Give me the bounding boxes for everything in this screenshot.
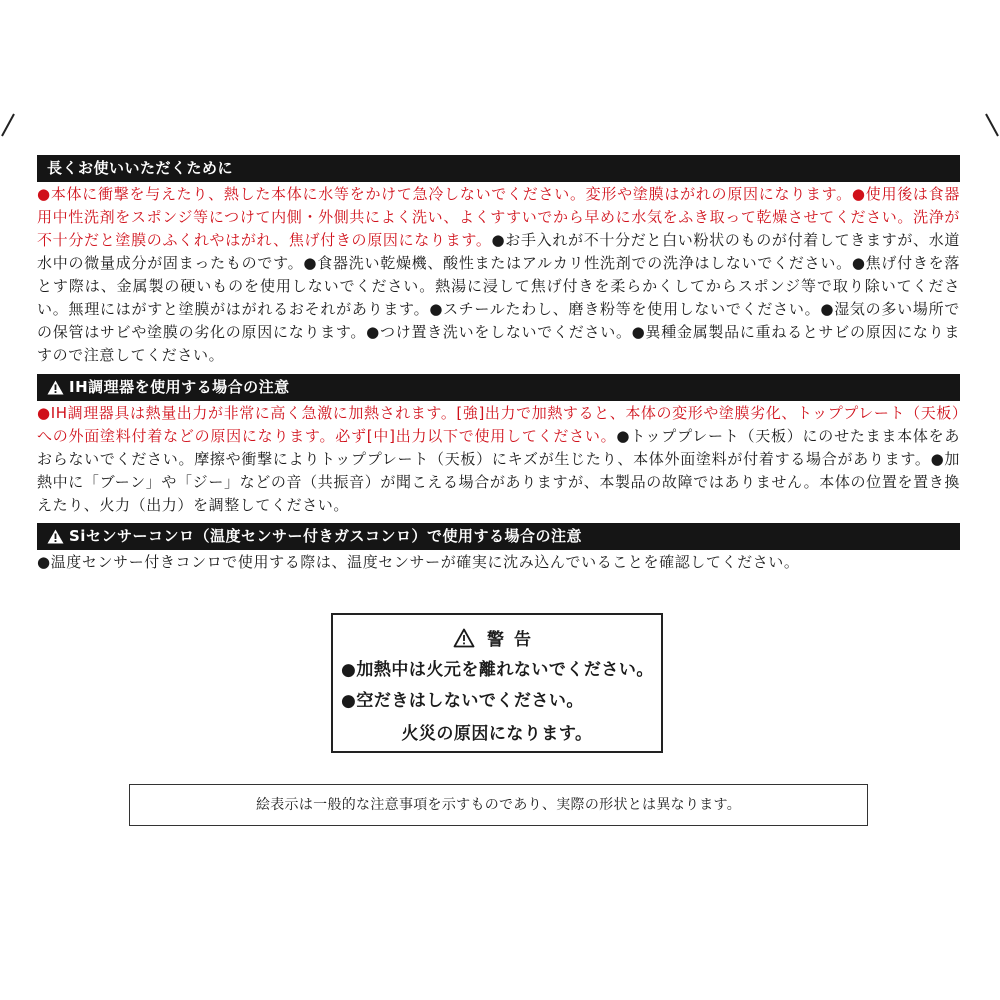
- care-section: [37, 155, 960, 367]
- care-section-header: [37, 155, 960, 182]
- warning-outline-icon: [453, 628, 475, 648]
- care-section-body: [37, 183, 960, 367]
- si-sensor-section: [37, 523, 960, 574]
- si-sensor-text: ●温度センサー付きコンロで使用する際は、温度センサーが確実に沈み込んでいることを確認してください。: [37, 553, 800, 571]
- warning-footer: 火災の原因になります。: [401, 724, 593, 744]
- ih-section: [37, 374, 960, 517]
- warning-line-empty: ●空だきはしないでください。: [341, 691, 584, 711]
- corner-mark-right: [984, 112, 1000, 142]
- si-sensor-section-header: [37, 523, 960, 550]
- warning-triangle-icon: [47, 380, 64, 395]
- ih-section-title: IH調理器を使用する場合の注意: [69, 378, 290, 396]
- warning-line-heating: ●加熱中は火元を離れないでください。: [341, 660, 654, 680]
- warning-box: [331, 613, 663, 753]
- warning-title-text: 警告: [487, 630, 541, 650]
- warning-triangle-icon: [47, 529, 64, 544]
- care-text-red: ●本体に衝撃を与えたり、熱した本体に水等をかけて急冷しないでください。変形や塗膜はがれの原因になります。●使用後は食器用中性洗剤をスポンジ等につけて内側・外側共によく洗い、よくすすいでから早めに水気をふき取って乾燥させてください。洗浄が不十分だと塗膜のふくれやはがれ、焦げ付きの原因になります。: [37, 185, 960, 249]
- si-sensor-section-body: [37, 551, 960, 574]
- si-sensor-section-title: Siセンサーコンロ（温度センサー付きガスコンロ）で使用する場合の注意: [69, 527, 582, 545]
- care-text-black: ●お手入れが不十分だと白い粉状のものが付着してきますが、水道水中の微量成分が固まったものです。●食器洗い乾燥機、酸性またはアルカリ性洗剤での洗浄はしないでください。●焦げ付きを落とす際は、金属製の硬いものを使用しないでください。熱湯に浸して焦げ付きを柔らかくしてからスポンジ等で取り除いてください。無理にはがすと塗膜がはがれるおそれがあります。●スチールたわし、磨き粉等を使用しないでください。●湿気の多い場所での保管はサビや塗膜の劣化の原因になります。●つけ置き洗いをしないでください。●異種金属製品に重ねるとサビの原因になりますので注意してください。: [37, 231, 961, 364]
- ih-text-black: ●トッププレート（天板）にのせたまま本体をあおらないでください。摩擦や衝撃によりトッププレート（天板）にキズが生じたり、本体外面塗料が付着する場合があります。●加熱中に「ブーン」や「ジー」などの音（共振音）が聞こえる場合がありますが、本製品の故障ではありません。本体の位置を置き換えたり、火力（出力）を調整してください。: [37, 427, 960, 514]
- care-section-title: 長くお使いいただくために: [47, 159, 234, 177]
- warning-title: [333, 625, 661, 650]
- ih-section-header: [37, 374, 960, 401]
- corner-mark-left: [0, 112, 16, 142]
- ih-text-red: ●IH調理器具は熱量出力が非常に高く急激に加熱されます。[強]出力で加熱すると、本体の変形や塗膜劣化、トッププレート（天板）への外面塗料付着などの原因になります。必ず[中]出力以下で使用してください。: [37, 404, 960, 445]
- ih-section-body: [37, 402, 960, 517]
- illustration-note: 絵表示は一般的な注意事項を示すものであり、実際の形状とは異なります。: [129, 784, 868, 826]
